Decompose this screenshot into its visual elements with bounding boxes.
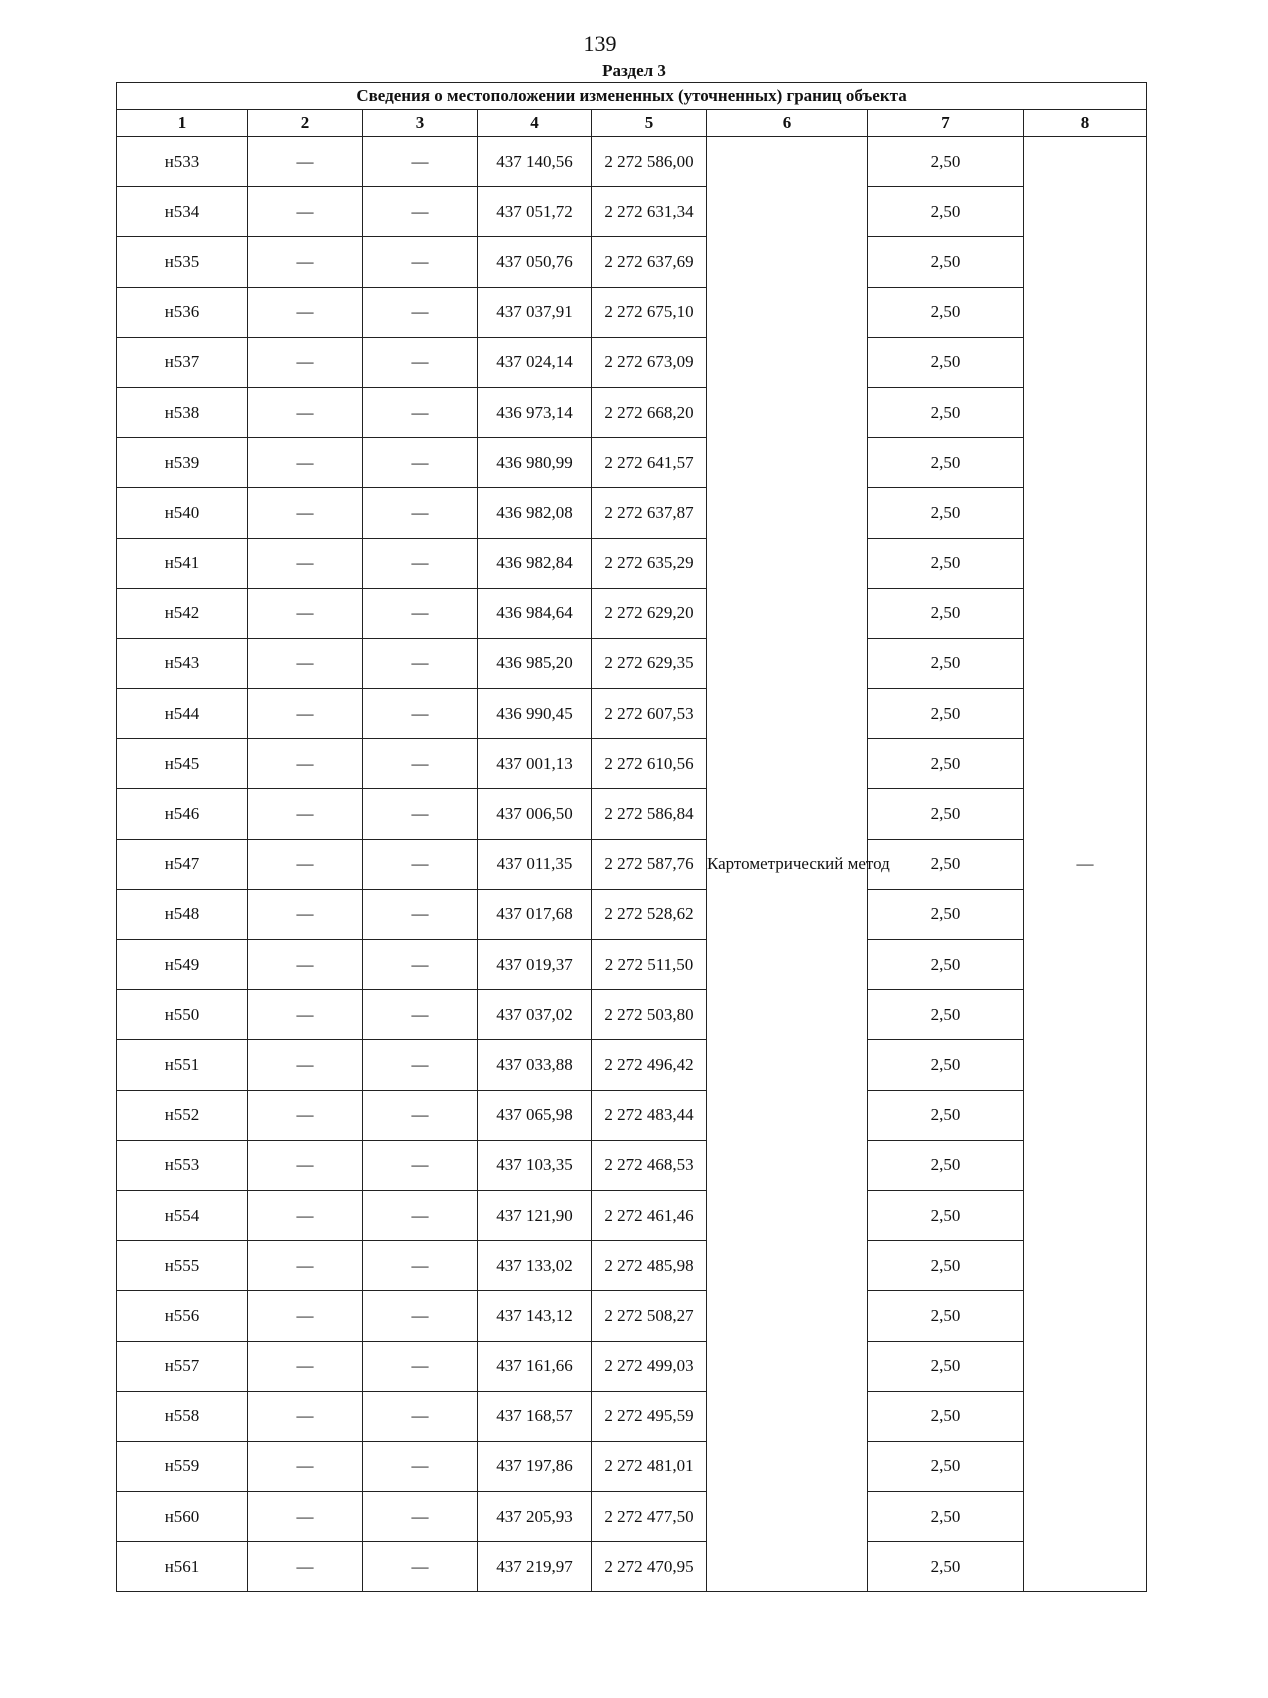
col2-cell: —	[248, 1241, 363, 1291]
y-coordinate-cell: 2 272 477,50	[592, 1492, 707, 1542]
col3-cell: —	[363, 689, 478, 739]
accuracy-cell: 2,50	[868, 588, 1024, 638]
accuracy-cell: 2,50	[868, 1441, 1024, 1491]
x-coordinate-cell: 436 982,08	[478, 488, 592, 538]
col3-cell: —	[363, 337, 478, 387]
col3-cell: —	[363, 1341, 478, 1391]
point-number-cell: н537	[117, 337, 248, 387]
point-number-cell: н535	[117, 237, 248, 287]
col3-cell: —	[363, 1241, 478, 1291]
point-number-cell: н553	[117, 1140, 248, 1190]
x-coordinate-cell: 437 033,88	[478, 1040, 592, 1090]
x-coordinate-cell: 436 984,64	[478, 588, 592, 638]
y-coordinate-cell: 2 272 586,84	[592, 789, 707, 839]
accuracy-cell: 2,50	[868, 990, 1024, 1040]
accuracy-cell: 2,50	[868, 1391, 1024, 1441]
col2-cell: —	[248, 1140, 363, 1190]
point-number-cell: н542	[117, 588, 248, 638]
col2-cell: —	[248, 1090, 363, 1140]
page-number: 139	[583, 31, 617, 56]
point-number-cell: н546	[117, 789, 248, 839]
accuracy-cell: 2,50	[868, 387, 1024, 437]
col2-cell: —	[248, 689, 363, 739]
col3-cell: —	[363, 488, 478, 538]
point-number-cell: н545	[117, 739, 248, 789]
table-row	[117, 1341, 1147, 1391]
x-coordinate-cell: 437 133,02	[478, 1241, 592, 1291]
x-coordinate-cell: 437 011,35	[478, 839, 592, 889]
accuracy-cell: 2,50	[868, 287, 1024, 337]
col3-cell: —	[363, 237, 478, 287]
x-coordinate-cell: 436 982,84	[478, 538, 592, 588]
table-row	[117, 488, 1147, 538]
table-row	[117, 839, 1147, 889]
col2-cell: —	[248, 940, 363, 990]
column-number: 2	[248, 110, 363, 137]
table-row	[117, 990, 1147, 1040]
point-number-cell: н541	[117, 538, 248, 588]
accuracy-cell: 2,50	[868, 438, 1024, 488]
table-row	[117, 1090, 1147, 1140]
point-number-cell: н550	[117, 990, 248, 1040]
accuracy-cell: 2,50	[868, 237, 1024, 287]
table-row	[117, 889, 1147, 939]
accuracy-cell: 2,50	[868, 1341, 1024, 1391]
y-coordinate-cell: 2 272 637,69	[592, 237, 707, 287]
accuracy-cell: 2,50	[868, 789, 1024, 839]
col2-cell: —	[248, 287, 363, 337]
col3-cell: —	[363, 1090, 478, 1140]
point-number-cell: н560	[117, 1492, 248, 1542]
x-coordinate-cell: 437 037,02	[478, 990, 592, 1040]
col2-cell: —	[248, 1542, 363, 1592]
col2-cell: —	[248, 588, 363, 638]
table-caption: Сведения о местоположении измененных (уточненных) границ объекта	[117, 83, 1147, 110]
col3-cell: —	[363, 287, 478, 337]
point-number-cell: н539	[117, 438, 248, 488]
column-number: 8	[1024, 110, 1147, 137]
table-row	[117, 287, 1147, 337]
col2-cell: —	[248, 739, 363, 789]
x-coordinate-cell: 437 037,91	[478, 287, 592, 337]
y-coordinate-cell: 2 272 508,27	[592, 1291, 707, 1341]
col2-cell: —	[248, 1391, 363, 1441]
col3-cell: —	[363, 990, 478, 1040]
point-number-cell: н543	[117, 638, 248, 688]
table-row	[117, 237, 1147, 287]
table-row	[117, 1441, 1147, 1491]
accuracy-cell: 2,50	[868, 1492, 1024, 1542]
col3-cell: —	[363, 137, 478, 187]
y-coordinate-cell: 2 272 470,95	[592, 1542, 707, 1592]
col2-cell: —	[248, 1441, 363, 1491]
col3-cell: —	[363, 1291, 478, 1341]
col3-cell: —	[363, 1140, 478, 1190]
col3-cell: —	[363, 839, 478, 889]
col2-cell: —	[248, 839, 363, 889]
accuracy-cell: 2,50	[868, 337, 1024, 387]
y-coordinate-cell: 2 272 635,29	[592, 538, 707, 588]
point-number-cell: н552	[117, 1090, 248, 1140]
col3-cell: —	[363, 387, 478, 437]
table-row	[117, 1391, 1147, 1441]
table-row	[117, 187, 1147, 237]
point-number-cell: н544	[117, 689, 248, 739]
point-number-cell: н555	[117, 1241, 248, 1291]
point-number-cell: н534	[117, 187, 248, 237]
col2-cell: —	[248, 889, 363, 939]
column-number: 7	[868, 110, 1024, 137]
x-coordinate-cell: 437 019,37	[478, 940, 592, 990]
point-number-cell: н549	[117, 940, 248, 990]
column-number: 5	[592, 110, 707, 137]
point-number-cell: н551	[117, 1040, 248, 1090]
table-row	[117, 1140, 1147, 1190]
accuracy-cell: 2,50	[868, 538, 1024, 588]
col2-cell: —	[248, 1040, 363, 1090]
y-coordinate-cell: 2 272 587,76	[592, 839, 707, 889]
col3-cell: —	[363, 1542, 478, 1592]
table-row	[117, 789, 1147, 839]
accuracy-cell: 2,50	[868, 1241, 1024, 1291]
x-coordinate-cell: 436 973,14	[478, 387, 592, 437]
point-number-cell: н558	[117, 1391, 248, 1441]
col8-cell: —	[1024, 137, 1147, 1592]
x-coordinate-cell: 437 051,72	[478, 187, 592, 237]
table-row	[117, 588, 1147, 638]
table-row	[117, 739, 1147, 789]
col2-cell: —	[248, 337, 363, 387]
table-body	[117, 137, 1147, 1592]
x-coordinate-cell: 437 219,97	[478, 1542, 592, 1592]
col2-cell: —	[248, 438, 363, 488]
column-number-row	[117, 110, 1147, 137]
point-number-cell: н548	[117, 889, 248, 939]
y-coordinate-cell: 2 272 629,20	[592, 588, 707, 638]
accuracy-cell: 2,50	[868, 1140, 1024, 1190]
table-row	[117, 1190, 1147, 1240]
x-coordinate-cell: 436 990,45	[478, 689, 592, 739]
table-row	[117, 940, 1147, 990]
table-row	[117, 438, 1147, 488]
col3-cell: —	[363, 1190, 478, 1240]
table-row	[117, 1241, 1147, 1291]
col2-cell: —	[248, 1492, 363, 1542]
col2-cell: —	[248, 187, 363, 237]
x-coordinate-cell: 436 980,99	[478, 438, 592, 488]
method-cell: Картометрический метод	[707, 137, 868, 1592]
y-coordinate-cell: 2 272 499,03	[592, 1341, 707, 1391]
accuracy-cell: 2,50	[868, 839, 1024, 889]
table-row	[117, 689, 1147, 739]
x-coordinate-cell: 436 985,20	[478, 638, 592, 688]
point-number-cell: н561	[117, 1542, 248, 1592]
table-row	[117, 1492, 1147, 1542]
col2-cell: —	[248, 1341, 363, 1391]
col3-cell: —	[363, 438, 478, 488]
col3-cell: —	[363, 638, 478, 688]
table-row	[117, 137, 1147, 187]
col3-cell: —	[363, 940, 478, 990]
y-coordinate-cell: 2 272 637,87	[592, 488, 707, 538]
y-coordinate-cell: 2 272 468,53	[592, 1140, 707, 1190]
x-coordinate-cell: 437 161,66	[478, 1341, 592, 1391]
col3-cell: —	[363, 1441, 478, 1491]
y-coordinate-cell: 2 272 495,59	[592, 1391, 707, 1441]
table-row	[117, 387, 1147, 437]
y-coordinate-cell: 2 272 631,34	[592, 187, 707, 237]
x-coordinate-cell: 437 197,86	[478, 1441, 592, 1491]
x-coordinate-cell: 437 205,93	[478, 1492, 592, 1542]
col2-cell: —	[248, 638, 363, 688]
x-coordinate-cell: 437 140,56	[478, 137, 592, 187]
table-row	[117, 1040, 1147, 1090]
table-row	[117, 337, 1147, 387]
boundary-coordinates-table	[116, 82, 1147, 1592]
x-coordinate-cell: 437 001,13	[478, 739, 592, 789]
y-coordinate-cell: 2 272 586,00	[592, 137, 707, 187]
y-coordinate-cell: 2 272 483,44	[592, 1090, 707, 1140]
y-coordinate-cell: 2 272 528,62	[592, 889, 707, 939]
col2-cell: —	[248, 1190, 363, 1240]
point-number-cell: н554	[117, 1190, 248, 1240]
col3-cell: —	[363, 739, 478, 789]
accuracy-cell: 2,50	[868, 638, 1024, 688]
col3-cell: —	[363, 789, 478, 839]
accuracy-cell: 2,50	[868, 940, 1024, 990]
point-number-cell: н536	[117, 287, 248, 337]
y-coordinate-cell: 2 272 641,57	[592, 438, 707, 488]
point-number-cell: н557	[117, 1341, 248, 1391]
y-coordinate-cell: 2 272 610,56	[592, 739, 707, 789]
col2-cell: —	[248, 488, 363, 538]
accuracy-cell: 2,50	[868, 1291, 1024, 1341]
col2-cell: —	[248, 137, 363, 187]
accuracy-cell: 2,50	[868, 689, 1024, 739]
table-row	[117, 538, 1147, 588]
x-coordinate-cell: 437 017,68	[478, 889, 592, 939]
x-coordinate-cell: 437 024,14	[478, 337, 592, 387]
accuracy-cell: 2,50	[868, 137, 1024, 187]
col3-cell: —	[363, 1492, 478, 1542]
point-number-cell: н547	[117, 839, 248, 889]
point-number-cell: н556	[117, 1291, 248, 1341]
y-coordinate-cell: 2 272 485,98	[592, 1241, 707, 1291]
column-number: 3	[363, 110, 478, 137]
col2-cell: —	[248, 237, 363, 287]
y-coordinate-cell: 2 272 673,09	[592, 337, 707, 387]
x-coordinate-cell: 437 121,90	[478, 1190, 592, 1240]
accuracy-cell: 2,50	[868, 1090, 1024, 1140]
x-coordinate-cell: 437 168,57	[478, 1391, 592, 1441]
x-coordinate-cell: 437 065,98	[478, 1090, 592, 1140]
col2-cell: —	[248, 387, 363, 437]
column-number: 1	[117, 110, 248, 137]
accuracy-cell: 2,50	[868, 1040, 1024, 1090]
col3-cell: —	[363, 538, 478, 588]
col3-cell: —	[363, 1391, 478, 1441]
table-row	[117, 1291, 1147, 1341]
accuracy-cell: 2,50	[868, 1190, 1024, 1240]
y-coordinate-cell: 2 272 607,53	[592, 689, 707, 739]
accuracy-cell: 2,50	[868, 739, 1024, 789]
point-number-cell: н559	[117, 1441, 248, 1491]
accuracy-cell: 2,50	[868, 488, 1024, 538]
y-coordinate-cell: 2 272 668,20	[592, 387, 707, 437]
x-coordinate-cell: 437 143,12	[478, 1291, 592, 1341]
col3-cell: —	[363, 588, 478, 638]
x-coordinate-cell: 437 103,35	[478, 1140, 592, 1190]
col2-cell: —	[248, 1291, 363, 1341]
y-coordinate-cell: 2 272 503,80	[592, 990, 707, 1040]
accuracy-cell: 2,50	[868, 889, 1024, 939]
x-coordinate-cell: 437 006,50	[478, 789, 592, 839]
col3-cell: —	[363, 187, 478, 237]
accuracy-cell: 2,50	[868, 187, 1024, 237]
y-coordinate-cell: 2 272 496,42	[592, 1040, 707, 1090]
col3-cell: —	[363, 889, 478, 939]
column-number: 4	[478, 110, 592, 137]
accuracy-cell: 2,50	[868, 1542, 1024, 1592]
x-coordinate-cell: 437 050,76	[478, 237, 592, 287]
y-coordinate-cell: 2 272 481,01	[592, 1441, 707, 1491]
column-number: 6	[707, 110, 868, 137]
y-coordinate-cell: 2 272 461,46	[592, 1190, 707, 1240]
col2-cell: —	[248, 789, 363, 839]
table-row	[117, 638, 1147, 688]
point-number-cell: н533	[117, 137, 248, 187]
y-coordinate-cell: 2 272 629,35	[592, 638, 707, 688]
point-number-cell: н538	[117, 387, 248, 437]
col2-cell: —	[248, 990, 363, 1040]
col2-cell: —	[248, 538, 363, 588]
section-title: Раздел 3	[602, 61, 666, 80]
table-row	[117, 1542, 1147, 1592]
y-coordinate-cell: 2 272 511,50	[592, 940, 707, 990]
point-number-cell: н540	[117, 488, 248, 538]
y-coordinate-cell: 2 272 675,10	[592, 287, 707, 337]
col3-cell: —	[363, 1040, 478, 1090]
